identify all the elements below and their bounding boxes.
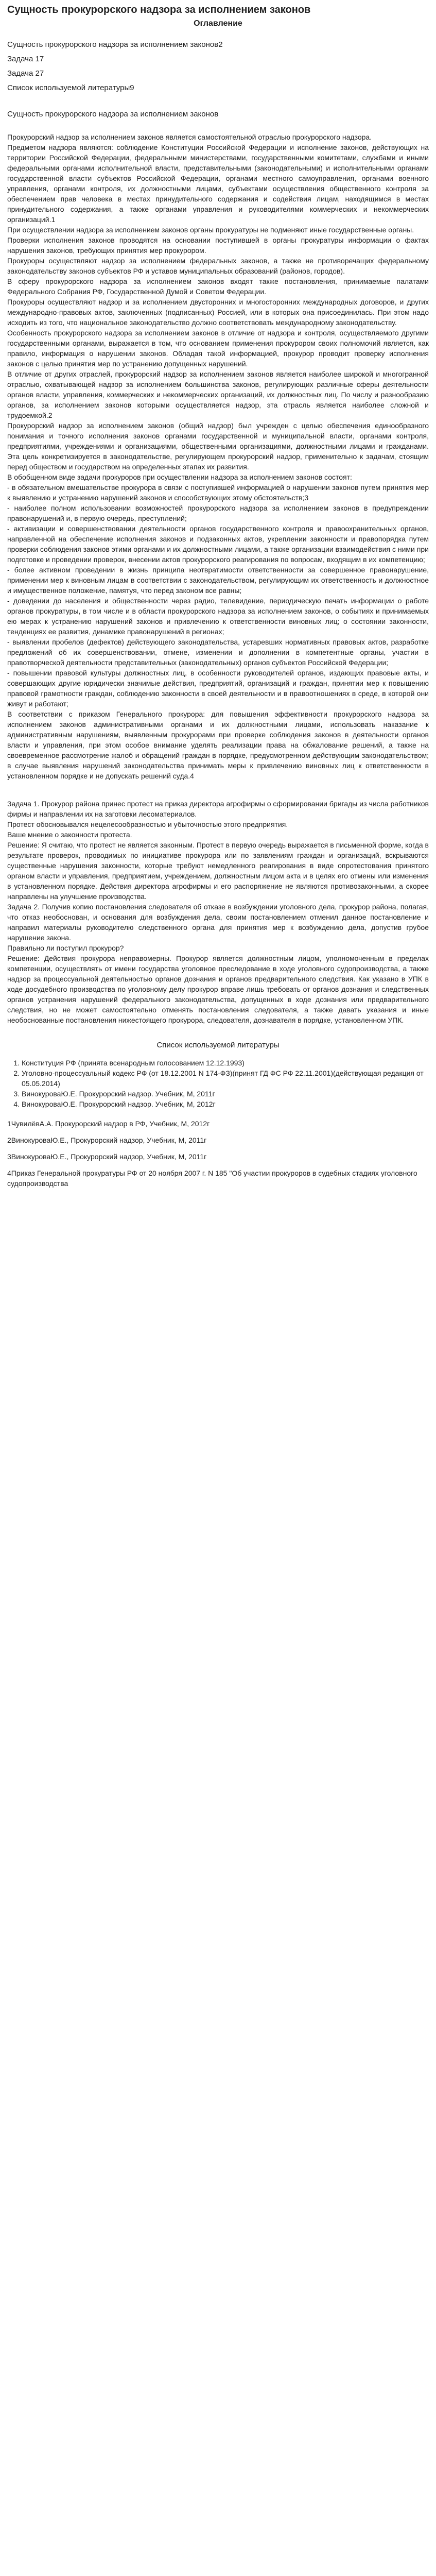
paragraph: - в обязательном вмешательстве прокурора в связи с поступившей информацией о нарушении законов путем принятия мер к выявлению и устранению нарушений законов и способствующих этому обстоятельств;3 [7,483,429,502]
paragraph: Проверки исполнения законов проводятся на основании поступившей в органы прокуратуры информации о фактах нарушения законов, требующих принятия мер прокурором. [7,236,429,255]
paragraph: При осуществлении надзора за исполнением законов органы прокуратуры не подменяют иные государственные органы. [7,226,414,234]
section-body [7,132,429,781]
toc-item[interactable]: Список используемой литературы9 [7,83,134,92]
bibliography-list [22,1058,429,1109]
paragraph: - активизации и совершенствовании деятельности органов государственного контроля и правоохранительных органов, направленной на обеспечение исполнения законов и подзаконных актов, укреплении законности и правопорядка путем проверки соблюдения законов этими органами и их должностными лицами, а также организации взаимодействия с ними при подготовке и проведении проверок, внесении актов прокурорского реагирования по вопросам, входящим в их компетенцию; [7,524,429,564]
bibliography-item: 3. ВинокуроваЮ.Е. Прокурорский надзор. Учебник, М, 2011г [22,1089,429,1099]
paragraph: Прокуроры осуществляют надзор и за исполнением двусторонних и многосторонних международных договоров, и других международно-правовых актов, заключенных (подписанных) Россией, или в которых она присоединилась. При этом надо исходить из того, что национальное законодательство должно соответствовать международному законодательству. [7,298,429,327]
document-title: Сущность прокурорского надзора за исполнением законов [7,4,311,15]
paragraph: Особенность прокурорского надзора за исполнением законов в отличие от надзора и контроля, осуществляемого другими государственными органами, выражается в том, что основанием применения прокурором своих полномочий является, как правило, информация о нарушении законов. Обладая такой информацией, прокурор проводит проверку исполнения законов с целью принятия мер по устранению допущенных нарушений. [7,329,429,368]
paragraph: Предметом надзора являются: соблюдение Конституции Российской Федерации и исполнение законов, действующих на территории Российской Федерации, федеральными министерствами, государственными комитетами, службами и иными федеральными органами исполнительной власти, представительными (законодательными) и исполнительными органами государственной власти субъектов Российской Федерации, органами местного самоуправления, органами военного управления, органами контроля, их должностными лицами, субъектами осуществления общественного контроля за обеспечением прав человека в местах принудительного содержания и содействия лицам, находящимся в местах принудительного содержания, а также органами управления и руководителями коммерческих и некоммерческих организаций.1 [7,143,429,224]
task-paragraph [7,953,429,1025]
paragraph: - выявлении пробелов (дефектов) действующего законодательства, устаревших нормативных правовых актов, разработке предложений об их совершенствовании, отмене, изменении и дополнении в компетентные органы, участии в правотворческой деятельности представительных (законодательных) органов субъектов Российской Федерации; [7,638,429,667]
bibliography-title: Список используемой литературы [156,1041,280,1049]
task-title: Решение: [7,841,40,849]
footnotes [7,1118,429,1189]
bibliography-item: 4. ВинокуроваЮ.Е. Прокурорский надзор. Учебник, М, 2012г [22,1099,429,1109]
task-title: Решение: [7,954,40,962]
document-page [0,0,436,1204]
toc-item[interactable]: Задача 27 [7,69,44,78]
footnote: 4Приказ Генеральной прокуратуры РФ от 20 ноября 2007 г. N 185 "Об участии прокуроров в судебных стадиях уголовного судопроизводства [7,1169,417,1188]
footnote: 3ВинокуроваЮ.Е., Прокурорский надзор, Учебник, М, 2011г [7,1153,207,1161]
task-paragraph [7,799,429,819]
tasks-section [7,799,429,1025]
paragraph: В соответствии с приказом Генерального прокурора: для повышения эффективности прокурорского надзора за исполнением законов административными органами и их должностными лицами, использовать наказание к административным нарушениям, выявленным прокурорами при проверке соблюдения законов в деятельности органов власти и управления, при этом особое внимание уделять реализации права на обжалование решений, а также на своевременное рассмотрение жалоб и обращений граждан в порядке, предусмотренном действующим законодательством; в случае выявления нарушений законодательства принимать меры к привлечению виновных лиц к ответственности в установленном порядке и не допускать решений суда.4 [7,710,429,780]
paragraph: Прокурорский надзор за исполнением законов является самостоятельной отраслью прокурорского надзора. [7,133,372,141]
paragraph: В отличие от других отраслей, прокурорский надзор за исполнением законов является наиболее широкой и многогранной отраслью, охватывающей надзор за исполнением большинства законов, регулирующих различные сферы деятельности органов власти, управления, коммерческих и некоммерческих организаций, их должностных лиц. По числу и разнообразию органов, за исполнением законов которыми осуществляется надзор, эта отрасль является наиболее сложной и трудоемкой.2 [7,370,429,419]
task-text: Прокурор района принес протест на приказ директора агрофирмы о сформировании бригады из числа работников фирмы и направлении их на заготовки лесоматериалов. [7,800,429,818]
task-paragraph: Протест обосновывался нецелесообразностью и убыточностью этого предприятия. [7,820,288,828]
task-text: Я считаю, что протест не является законным. Протест в первую очередь выражается в письменной форме, когда в результате проверок, проводимых по инициативе прокурора или по заявлениям граждан и организаций, вскрываются существенные нарушения законности, которые требуют немедленного реагирования в виде опротестования принятого органом власти и управления, предприятием, учреждением, должностным лицом акта и в целях его отмены или изменения в установленном порядке. Действия директора агрофирмы и его распоряжение не являются противозаконными, а скорее направлены на улучшение производства. [7,841,429,901]
toc-item[interactable]: Сущность прокурорского надзора за исполнением законов2 [7,40,223,49]
paragraph: Прокуроры осуществляют надзор за исполнением федеральных законов, а также не противоречащих федеральному законодательству законов субъектов РФ и уставов муниципальных образований (районов, городов). [7,257,429,275]
bibliography-item: 2. Уголовно-процессуальный кодекс РФ (от 18.12.2001 N 174-ФЗ)(принят ГД ФС РФ 22.11.2001)(действующая редакция от 05.05.2014) [22,1068,429,1089]
footnote: 2ВинокуроваЮ.Е., Прокурорский надзор, Учебник, М, 2011г [7,1136,207,1144]
task-title: Задача 1. [7,800,40,808]
paragraph: - более активном проведении в жизнь принципа неотвратимости ответственности за совершенное правонарушение, применении мер к виновным лицам в соответствии с законодательством, регулирующим их ответственность и должностное и имущественное положение, памятуя, что перед законом все равны; [7,566,429,595]
task-paragraph: Правильно ли поступил прокурор? [7,944,124,952]
toc-item[interactable]: Задача 17 [7,55,44,63]
paragraph: - повышении правовой культуры должностных лиц, в особенности руководителей органов, издающих правовые акты, и совершающих другие юридически значимые действия, предприятий, организаций и граждан, принятии мер к повышению правовой грамотности граждан, соблюдению законности в своей деятельности и в правоотношениях в среде, в которой они живут и работают; [7,669,429,708]
task-paragraph [7,840,429,902]
task-paragraph: Ваше мнение о законности протеста. [7,831,132,839]
task-title: Задача 2. [7,903,40,911]
paragraph: - наиболее полном использовании возможностей прокурорского надзора за исполнением законов в предупреждении правонарушений и, в первую очередь, преступлений; [7,504,429,522]
table-of-contents [7,38,429,95]
paragraph: В обобщенном виде задачи прокуроров при осуществлении надзора за исполнением законов состоят: [7,473,352,481]
footnote: 1ЧувилёвА.А. Прокурорский надзор в РФ, Учебник, М, 2012г [7,1120,210,1128]
paragraph: - доведении до населения и общественности через радио, телевидение, периодическую печать информации о работе органов прокуратуры, в том числе и в области прокурорского надзора за исполнением законов, о событиях и принимаемых ею мерах к устранению нарушений законов и привлечению к ответственности виновных лиц; о состоянии законности, тенденциях ее развития, динамике правонарушений в регионах; [7,597,429,636]
task-text: Действия прокурора неправомерны. Прокурор является должностным лицом, уполномоченным в пределах компетенции, осуществлять от имени государства уголовное преследование в ходе уголовного судопроизводства, а также надзор за процессуальной деятельностью органов дознания и органов предварительного следствия. Как указано в УПК в ходе досудебного производства по уголовному делу прокурор вправе лишь требовать от органов дознания и следственных органов устранения нарушений федерального законодательства, допущенных в ходе дознания или предварительного следствия, но не может самостоятельно отменять постановления следователя, а также давать указания и иные необоснованные постановления нижестоящего прокурора, следователя, дознавателя в порядке, установленном УПК. [7,954,429,1024]
toc-heading: Оглавление [194,19,242,28]
task-text: Получив копию постановления следователя об отказе в возбуждении уголовного дела, прокурор района, полагая, что отказ необоснован, и основания для возбуждения дела, своим постановлением отменил данное постановление и направил материалы руководителю следственного органа для принятия мер к возбуждению дела, допустив грубое нарушение закона. [7,903,429,942]
paragraph: Прокурорский надзор за исполнением законов (общий надзор) был учрежден с целью обеспечения единообразного понимания и точного исполнения законов органами государственной и муниципальной власти, органами контроля, предприятиями, учреждениями и организациями, общественными организациями, должностными лицами и гражданами. Эта цель конкретизируется в законодательстве, регулирующем прокурорский надзор, применительно к задачам, стоящим перед обществом и государством на определенных этапах их развития. [7,421,429,471]
section-title: Сущность прокурорского надзора за исполнением законов [7,110,219,118]
paragraph: В сферу прокурорского надзора за исполнением законов входят также постановления, принимаемые палатами Федерального Собрания РФ, Государственной Думой и Советом Федерации. [7,277,429,296]
bibliography-item: 1. Конституция РФ (принята всенародным голосованием 12.12.1993) [22,1058,429,1068]
task-paragraph [7,902,429,943]
